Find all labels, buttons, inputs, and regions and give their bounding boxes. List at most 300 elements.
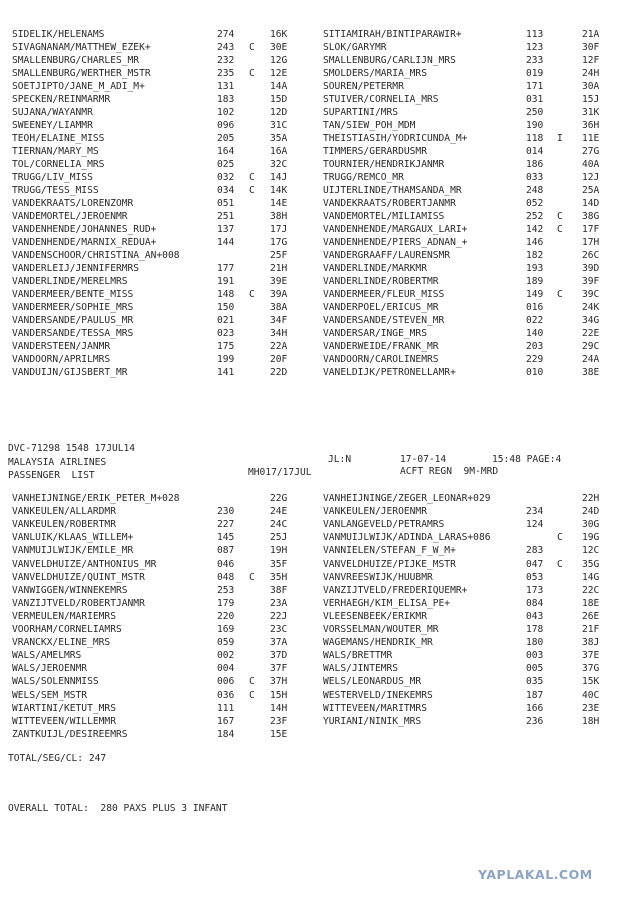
sequence-number: 232 bbox=[217, 55, 235, 66]
passenger-name: SMALLENBURG/WERTHER_MSTR bbox=[12, 68, 151, 79]
sequence-number: 179 bbox=[217, 597, 235, 609]
sequence-number: 235 bbox=[217, 68, 235, 79]
sequence-number: 166 bbox=[526, 702, 544, 714]
passenger-flag: C bbox=[557, 224, 563, 235]
table-row bbox=[0, 585, 640, 597]
table-row bbox=[0, 94, 640, 106]
passenger-name: VANDEMORTEL/MILIAMISS bbox=[323, 211, 445, 222]
seat-number: 14J bbox=[270, 172, 288, 183]
passenger-name: VANDERLINDE/MARKMR bbox=[323, 263, 427, 274]
passenger-name: SWEENEY/LIAMMR bbox=[12, 120, 93, 131]
passenger-name: VANDERSTEEN/JANMR bbox=[12, 341, 111, 352]
passenger-name: SPECKEN/REINMARMR bbox=[12, 94, 111, 105]
sequence-number: 087 bbox=[217, 545, 235, 557]
sequence-number: 186 bbox=[526, 159, 544, 170]
table-row bbox=[0, 211, 640, 223]
sequence-number: 031 bbox=[526, 94, 544, 105]
sequence-number: 033 bbox=[526, 172, 544, 183]
sequence-number: 148 bbox=[217, 289, 235, 300]
sequence-number: 124 bbox=[526, 519, 544, 531]
sequence-number: 203 bbox=[526, 341, 544, 352]
sequence-number: 144 bbox=[217, 237, 235, 248]
seat-number: 24A bbox=[582, 354, 600, 365]
overall-total: OVERALL TOTAL: 280 PAXS PLUS 3 INFANT bbox=[8, 803, 228, 814]
table-row bbox=[0, 663, 640, 675]
sequence-number: 177 bbox=[217, 263, 235, 274]
seat-number: 31K bbox=[582, 107, 600, 118]
seat-number: 38A bbox=[270, 302, 288, 313]
table-row bbox=[0, 133, 640, 145]
passenger-flag: C bbox=[249, 289, 255, 300]
seat-number: 34F bbox=[270, 315, 288, 326]
passenger-name: WAGEMANS/HENDRIK_MR bbox=[323, 637, 433, 649]
seat-number: 38J bbox=[582, 637, 600, 649]
sequence-number: 035 bbox=[526, 676, 544, 688]
passenger-name: SOUREN/PETERMR bbox=[323, 81, 404, 92]
passenger-name: VANDEMORTEL/JEROENMR bbox=[12, 211, 128, 222]
passenger-name: ZANTKUIJL/DESIREEMRS bbox=[12, 728, 128, 740]
seat-number: 22C bbox=[582, 584, 600, 596]
passenger-flag: C bbox=[249, 172, 255, 183]
seat-number: 19G bbox=[582, 532, 600, 544]
table-row bbox=[0, 650, 640, 662]
table-row bbox=[0, 690, 640, 702]
passenger-name: WALS/SOLENNMISS bbox=[12, 676, 99, 688]
passenger-name: VLEESENBEEK/ERIKMR bbox=[323, 610, 427, 622]
sequence-number: 118 bbox=[526, 133, 544, 144]
passenger-name: VANDERSANDE/STEVEN_MR bbox=[323, 315, 445, 326]
passenger-name: VANDERSAR/INGE_MRS bbox=[323, 328, 427, 339]
passenger-name: VANDENHENDE/JOHANNES_RUD+ bbox=[12, 224, 157, 235]
seat-number: 12C bbox=[582, 545, 600, 557]
passenger-name: SITIAMIRAH/BINTIPARAWIR+ bbox=[323, 29, 462, 40]
flight-number: MH017/17JUL bbox=[248, 467, 312, 478]
table-row bbox=[0, 81, 640, 93]
sequence-number: 034 bbox=[217, 185, 235, 196]
passenger-name: SIVAGNANAM/MATTHEW_EZEK+ bbox=[12, 42, 151, 53]
seat-number: 32C bbox=[270, 159, 288, 170]
seat-number: 37G bbox=[582, 663, 600, 675]
seat-number: 12G bbox=[270, 55, 288, 66]
sequence-number: 047 bbox=[526, 558, 544, 570]
passenger-name: TAN/SIEW_POH_MDM bbox=[323, 120, 416, 131]
passenger-name: VANDEKRAATS/ROBERTJANMR bbox=[323, 198, 456, 209]
table-row bbox=[0, 276, 640, 288]
passenger-name: VANDENHENDE/MARNIX_REDUA+ bbox=[12, 237, 157, 248]
seat-number: 39C bbox=[582, 289, 600, 300]
table-row bbox=[0, 146, 640, 158]
sequence-number: 171 bbox=[526, 81, 544, 92]
passenger-name: VANZIJTVELD/FREDERIQUEMR+ bbox=[323, 584, 468, 596]
seat-number: 15K bbox=[582, 676, 600, 688]
passenger-name: TEOH/ELAINE_MISS bbox=[12, 133, 105, 144]
passenger-name: VANKEULEN/ALLARDMR bbox=[12, 506, 116, 518]
passenger-flag: C bbox=[249, 185, 255, 196]
sequence-number: 199 bbox=[217, 354, 235, 365]
passenger-flag: C bbox=[249, 689, 255, 701]
table-row bbox=[0, 250, 640, 262]
seat-number: 31C bbox=[270, 120, 288, 131]
seat-number: 25A bbox=[582, 185, 600, 196]
sequence-number: 250 bbox=[526, 107, 544, 118]
table-row bbox=[0, 493, 640, 505]
seat-number: 39D bbox=[582, 263, 600, 274]
passenger-flag: C bbox=[557, 211, 563, 222]
passenger-name: VANDERMEER/FLEUR_MISS bbox=[323, 289, 445, 300]
table-row bbox=[0, 328, 640, 340]
sequence-number: 123 bbox=[526, 42, 544, 53]
seat-number: 23E bbox=[582, 702, 600, 714]
seat-number: 34G bbox=[582, 315, 600, 326]
sequence-number: 183 bbox=[217, 94, 235, 105]
passenger-flag: C bbox=[557, 289, 563, 300]
passenger-name: VERHAEGH/KIM_ELISA_PE+ bbox=[323, 597, 451, 609]
seat-number: 38H bbox=[270, 211, 288, 222]
table-row bbox=[0, 68, 640, 80]
sequence-number: 021 bbox=[217, 315, 235, 326]
sequence-number: 102 bbox=[217, 107, 235, 118]
table-row bbox=[0, 545, 640, 557]
segment-total: TOTAL/SEG/CL: 247 bbox=[8, 753, 107, 764]
table-row bbox=[0, 224, 640, 236]
seat-number: 30E bbox=[270, 42, 288, 53]
passenger-flag: C bbox=[249, 68, 255, 79]
table-row bbox=[0, 729, 640, 741]
seat-number: 24K bbox=[582, 302, 600, 313]
table-row bbox=[0, 367, 640, 379]
table-row bbox=[0, 506, 640, 518]
seat-number: 30G bbox=[582, 519, 600, 531]
passenger-flag: C bbox=[557, 532, 563, 544]
seat-number: 35G bbox=[582, 558, 600, 570]
passenger-name: WESTERVELD/INEKEMRS bbox=[323, 689, 433, 701]
table-row bbox=[0, 302, 640, 314]
seat-number: 23F bbox=[270, 715, 288, 727]
seat-number: 24H bbox=[582, 68, 600, 79]
sequence-number: 052 bbox=[526, 198, 544, 209]
passenger-name: SUJANA/WAYANMR bbox=[12, 107, 93, 118]
seat-number: 22D bbox=[270, 367, 288, 378]
seat-number: 14E bbox=[270, 198, 288, 209]
seat-number: 38G bbox=[582, 211, 600, 222]
passenger-name: WALS/AMELMRS bbox=[12, 650, 82, 662]
sequence-number: 230 bbox=[217, 506, 235, 518]
passenger-name: VANMUIJLWIJK/EMILE_MR bbox=[12, 545, 134, 557]
passenger-name: VANNIELEN/STEFAN_F_W_M+ bbox=[323, 545, 456, 557]
seat-number: 20F bbox=[270, 354, 288, 365]
passenger-name: WALS/JEROENMR bbox=[12, 663, 88, 675]
seat-number: 25F bbox=[270, 250, 288, 261]
seat-number: 26E bbox=[582, 610, 600, 622]
passenger-name: VANDENHENDE/MARGAUX_LARI+ bbox=[323, 224, 468, 235]
table-row bbox=[0, 315, 640, 327]
passenger-name: VANDERPOEL/ERICUS_MR bbox=[323, 302, 439, 313]
table-row bbox=[0, 263, 640, 275]
sequence-number: 004 bbox=[217, 663, 235, 675]
passenger-flag: C bbox=[249, 676, 255, 688]
airline-name: MALAYSIA AIRLINES bbox=[8, 457, 107, 468]
passenger-name: SMALLENBURG/CHARLES_MR bbox=[12, 55, 140, 66]
seat-number: 22A bbox=[270, 341, 288, 352]
sequence-number: 220 bbox=[217, 610, 235, 622]
passenger-name: YURIANI/NINIK_MRS bbox=[323, 715, 422, 727]
seat-number: 30F bbox=[582, 42, 600, 53]
passenger-name: TRUGG/LIV_MISS bbox=[12, 172, 93, 183]
table-row bbox=[0, 716, 640, 728]
seat-number: 22E bbox=[582, 328, 600, 339]
sequence-number: 111 bbox=[217, 702, 235, 714]
sequence-number: 191 bbox=[217, 276, 235, 287]
passenger-name: WALS/BRETTMR bbox=[323, 650, 393, 662]
sequence-number: 227 bbox=[217, 519, 235, 531]
table-row bbox=[0, 185, 640, 197]
seat-number: 39F bbox=[582, 276, 600, 287]
sequence-number: 019 bbox=[526, 68, 544, 79]
sequence-number: 096 bbox=[217, 120, 235, 131]
table-row bbox=[0, 172, 640, 184]
sequence-number: 141 bbox=[217, 367, 235, 378]
table-row bbox=[0, 120, 640, 132]
passenger-name: VANDENHENDE/PIERS_ADNAN_+ bbox=[323, 237, 468, 248]
sequence-number: 016 bbox=[526, 302, 544, 313]
passenger-name: VANVELDHUIZE/ANTHONIUS_MR bbox=[12, 558, 157, 570]
sequence-number: 137 bbox=[217, 224, 235, 235]
sequence-number: 032 bbox=[217, 172, 235, 183]
seat-number: 23A bbox=[270, 597, 288, 609]
passenger-name: VANDERMEER/SOPHIE_MRS bbox=[12, 302, 134, 313]
passenger-name: VANDERSANDE/TESSA_MRS bbox=[12, 328, 134, 339]
passenger-name: TIMMERS/GERARDUSMR bbox=[323, 146, 427, 157]
sequence-number: 145 bbox=[217, 532, 235, 544]
passenger-name: TRUGG/TESS_MISS bbox=[12, 185, 99, 196]
sequence-number: 025 bbox=[217, 159, 235, 170]
sequence-number: 205 bbox=[217, 133, 235, 144]
sequence-number: 193 bbox=[526, 263, 544, 274]
passenger-flag: C bbox=[249, 571, 255, 583]
passenger-name: VANDERWEIDE/FRANK_MR bbox=[323, 341, 439, 352]
table-row bbox=[0, 107, 640, 119]
passenger-name: VANDENSCHOOR/CHRISTINA_AN+008 bbox=[12, 250, 180, 261]
seat-number: 38E bbox=[582, 367, 600, 378]
seat-number: 37A bbox=[270, 637, 288, 649]
seat-number: 37H bbox=[270, 676, 288, 688]
list-title: PASSENGER LIST bbox=[8, 470, 95, 481]
table-row bbox=[0, 519, 640, 531]
sequence-number: 022 bbox=[526, 315, 544, 326]
passenger-name: VANDERLEIJ/JENNIFERMRS bbox=[12, 263, 140, 274]
sequence-number: 274 bbox=[217, 29, 235, 40]
seat-number: 14K bbox=[270, 185, 288, 196]
sequence-number: 178 bbox=[526, 624, 544, 635]
watermark-logo: YAPLAKAL.COM bbox=[478, 867, 593, 882]
table-row bbox=[0, 354, 640, 366]
sequence-number: 059 bbox=[217, 637, 235, 649]
table-row bbox=[0, 159, 640, 171]
seat-number: 24E bbox=[270, 506, 288, 518]
seat-number: 15H bbox=[270, 689, 288, 701]
passenger-name: TRUGG/REMCO_MR bbox=[323, 172, 404, 183]
seat-number: 37D bbox=[270, 650, 288, 662]
seat-number: 12D bbox=[270, 107, 288, 118]
sequence-number: 283 bbox=[526, 545, 544, 557]
passenger-name: VANDEKRAATS/LORENZOMR bbox=[12, 198, 134, 209]
seat-number: 23C bbox=[270, 624, 288, 635]
table-row bbox=[0, 676, 640, 688]
passenger-name: VANDERLINDE/MERELMRS bbox=[12, 276, 128, 287]
seat-number: 38F bbox=[270, 584, 288, 596]
seat-number: 14D bbox=[582, 198, 600, 209]
passenger-name: VANVREESWIJK/HUUBMR bbox=[323, 571, 433, 583]
sequence-number: 036 bbox=[217, 689, 235, 701]
seat-number: 15D bbox=[270, 94, 288, 105]
seat-number: 37E bbox=[582, 650, 600, 662]
seat-number: 14G bbox=[582, 571, 600, 583]
seat-number: 15E bbox=[270, 728, 288, 740]
seat-number: 35A bbox=[270, 133, 288, 144]
passenger-name: VANMUIJLWIJK/ADINDA_LARAS+086 bbox=[323, 532, 491, 544]
passenger-name: WITTEVEEN/WILLEMMR bbox=[12, 715, 116, 727]
sequence-number: 046 bbox=[217, 558, 235, 570]
passenger-name: VOORHAM/CORNELIAMRS bbox=[12, 624, 122, 635]
seat-number: 40A bbox=[582, 159, 600, 170]
sequence-number: 146 bbox=[526, 237, 544, 248]
seat-number: 24D bbox=[582, 506, 600, 518]
seat-number: 24C bbox=[270, 519, 288, 531]
sequence-number: 048 bbox=[217, 571, 235, 583]
table-row bbox=[0, 55, 640, 67]
seat-number: 19H bbox=[270, 545, 288, 557]
table-row bbox=[0, 703, 640, 715]
sequence-number: 236 bbox=[526, 715, 544, 727]
passenger-name: VRANCKX/ELINE_MRS bbox=[12, 637, 111, 649]
sequence-number: 252 bbox=[526, 211, 544, 222]
seat-number: 18E bbox=[582, 597, 600, 609]
seat-number: 35F bbox=[270, 558, 288, 570]
table-row bbox=[0, 237, 640, 249]
passenger-name: VERMEULEN/MARIEMRS bbox=[12, 610, 116, 622]
seat-number: 26C bbox=[582, 250, 600, 261]
sequence-number: 251 bbox=[217, 211, 235, 222]
passenger-name: STUIVER/CORNELIA_MRS bbox=[323, 94, 439, 105]
passenger-name: VORSSELMAN/WOUTER_MR bbox=[323, 624, 439, 635]
passenger-name: TIERNAN/MARY_MS bbox=[12, 146, 99, 157]
sequence-number: 248 bbox=[526, 185, 544, 196]
seat-number: 18H bbox=[582, 715, 600, 727]
table-row bbox=[0, 532, 640, 544]
seat-number: 15J bbox=[582, 94, 600, 105]
seat-number: 40C bbox=[582, 689, 600, 701]
sequence-number: 173 bbox=[526, 584, 544, 596]
sequence-number: 140 bbox=[526, 328, 544, 339]
passenger-name: SLOK/GARYMR bbox=[323, 42, 387, 53]
sequence-number: 169 bbox=[217, 624, 235, 635]
passenger-name: VANELDIJK/PETRONELLAMR+ bbox=[323, 367, 456, 378]
passenger-name: SIDELIK/HELENAMS bbox=[12, 29, 105, 40]
passenger-name: VANDOORN/CAROLINEMRS bbox=[323, 354, 439, 365]
passenger-name: WELS/SEM_MSTR bbox=[12, 689, 88, 701]
seat-number: 22J bbox=[270, 610, 288, 622]
passenger-name: SMALLENBURG/CARLIJN_MRS bbox=[323, 55, 456, 66]
sequence-number: 131 bbox=[217, 81, 235, 92]
passenger-name: VANDERMEER/BENTE_MISS bbox=[12, 289, 134, 300]
seat-number: 25J bbox=[270, 532, 288, 544]
passenger-name: VANVELDHUIZE/QUINT_MSTR bbox=[12, 571, 145, 583]
passenger-name: VANDUIJN/GIJSBERT_MR bbox=[12, 367, 128, 378]
seat-number: 21F bbox=[582, 624, 600, 635]
sequence-number: 005 bbox=[526, 663, 544, 675]
sequence-number: 150 bbox=[217, 302, 235, 313]
table-row bbox=[0, 611, 640, 623]
passenger-name: SOETJIPTO/JANE_M_ADI_M+ bbox=[12, 81, 145, 92]
seat-number: 12J bbox=[582, 172, 600, 183]
sequence-number: 006 bbox=[217, 676, 235, 688]
seat-number: 30A bbox=[582, 81, 600, 92]
seat-number: 14H bbox=[270, 702, 288, 714]
sequence-number: 043 bbox=[526, 610, 544, 622]
seat-number: 12E bbox=[270, 68, 288, 79]
seat-number: 17J bbox=[270, 224, 288, 235]
table-row bbox=[0, 198, 640, 210]
sequence-number: 014 bbox=[526, 146, 544, 157]
sequence-number: 187 bbox=[526, 689, 544, 701]
seat-number: 22H bbox=[582, 493, 600, 504]
seat-number: 21A bbox=[582, 29, 600, 40]
sequence-number: 175 bbox=[217, 341, 235, 352]
seat-number: 35H bbox=[270, 571, 288, 583]
passenger-flag: I bbox=[557, 133, 563, 144]
sequence-number: 142 bbox=[526, 224, 544, 235]
sequence-number: 182 bbox=[526, 250, 544, 261]
sequence-number: 243 bbox=[217, 42, 235, 53]
seat-number: 17F bbox=[582, 224, 600, 235]
passenger-name: WIARTINI/KETUT_MRS bbox=[12, 702, 116, 714]
sequence-number: 010 bbox=[526, 367, 544, 378]
seat-number: 16A bbox=[270, 146, 288, 157]
seat-number: 36H bbox=[582, 120, 600, 131]
passenger-name: SUPARTINI/MRS bbox=[323, 107, 399, 118]
table-row bbox=[0, 624, 640, 636]
seat-number: 11E bbox=[582, 133, 600, 144]
seat-number: 22G bbox=[270, 493, 288, 504]
passenger-name: VANLUIK/KLAAS_WILLEM+ bbox=[12, 532, 134, 544]
report-date: 17-07-14 bbox=[400, 454, 447, 465]
sequence-number: 189 bbox=[526, 276, 544, 287]
seat-number: 39E bbox=[270, 276, 288, 287]
passenger-name: THEISTIASIH/YODRICUNDA_M+ bbox=[323, 133, 468, 144]
sequence-number: 190 bbox=[526, 120, 544, 131]
sequence-number: 002 bbox=[217, 650, 235, 662]
passenger-name: VANWIGGEN/WINNEKEMRS bbox=[12, 584, 128, 596]
report-time-page: 15:48 PAGE:4 bbox=[492, 454, 562, 465]
table-row bbox=[0, 598, 640, 610]
seat-number: 27G bbox=[582, 146, 600, 157]
table-row bbox=[0, 572, 640, 584]
passenger-name: VANHEIJNINGE/ZEGER_LEONAR+029 bbox=[323, 493, 491, 504]
passenger-name: WALS/JINTEMRS bbox=[323, 663, 399, 675]
seat-number: 17G bbox=[270, 237, 288, 248]
seat-number: 21H bbox=[270, 263, 288, 274]
seat-number: 12F bbox=[582, 55, 600, 66]
seat-number: 34H bbox=[270, 328, 288, 339]
table-row bbox=[0, 289, 640, 301]
seat-number: 16K bbox=[270, 29, 288, 40]
aircraft-registration: ACFT REGN 9M-MRD bbox=[400, 466, 499, 477]
passenger-name: VANKEULEN/ROBERTMR bbox=[12, 519, 116, 531]
seat-number: 14A bbox=[270, 81, 288, 92]
sequence-number: 053 bbox=[526, 571, 544, 583]
sequence-number: 234 bbox=[526, 506, 544, 518]
sequence-number: 051 bbox=[217, 198, 235, 209]
